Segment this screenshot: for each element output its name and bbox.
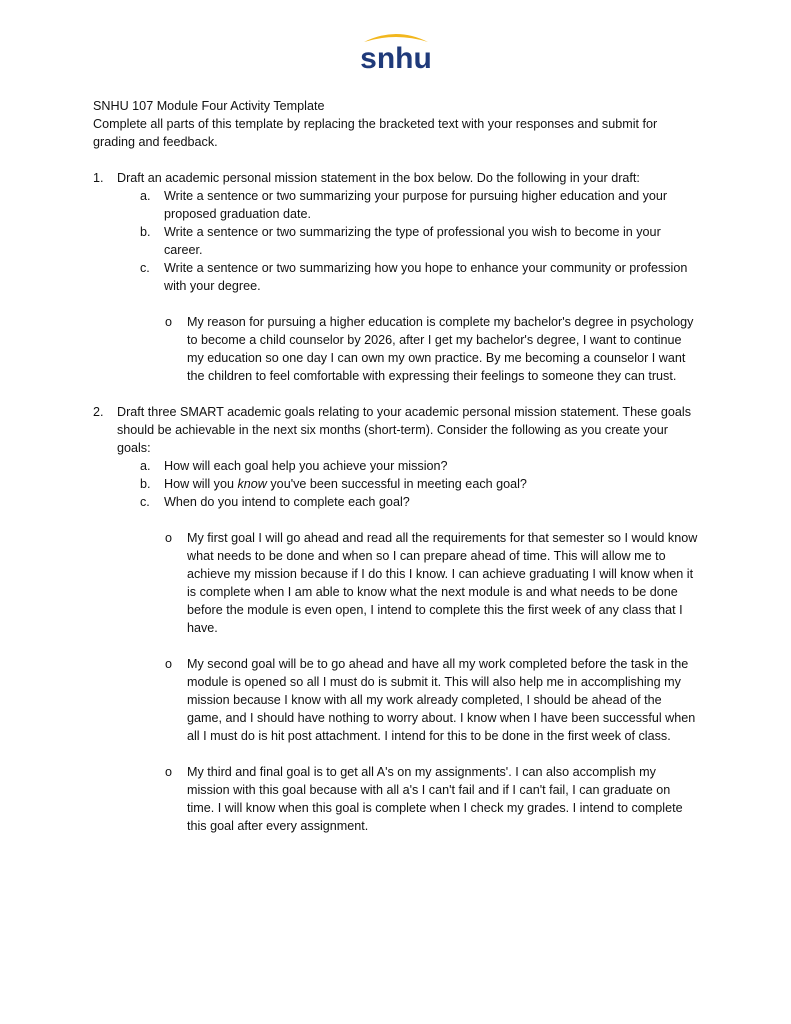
list-text: Write a sentence or two summarizing how you hope to enhance your community or profession with your degree.	[164, 261, 688, 293]
logo-text: snhu	[360, 42, 432, 74]
list-letter: a.	[140, 459, 151, 473]
question-2-subitems	[93, 457, 698, 511]
list-item	[93, 493, 698, 511]
answer-paragraph	[93, 313, 698, 385]
list-text-part: How will you	[164, 477, 238, 491]
list-text-part: you've been successful in meeting each goal?	[266, 477, 527, 491]
bullet-icon: o	[165, 765, 173, 779]
document-intro: Complete all parts of this template by replacing the bracketed text with your responses and submit for grading and feedback.	[93, 117, 658, 149]
question-1-subitems	[93, 187, 698, 295]
bullet-icon: o	[165, 315, 173, 329]
list-text: How will each goal help you achieve your mission?	[164, 459, 448, 473]
list-text: Write a sentence or two summarizing your purpose for pursuing higher education and your proposed graduation date.	[164, 189, 668, 221]
list-letter: b.	[140, 225, 151, 239]
list-item	[93, 457, 698, 475]
list-letter: c.	[140, 495, 150, 509]
list-text: Write a sentence or two summarizing the type of professional you wish to become in your career.	[164, 225, 661, 257]
document-body	[93, 97, 698, 835]
list-letter: c.	[140, 261, 150, 275]
list-text-emphasis: know	[237, 477, 267, 491]
answer-paragraph	[93, 655, 698, 745]
answer-paragraph	[93, 763, 698, 835]
question-1	[93, 169, 698, 187]
document-title: SNHU 107 Module Four Activity Template	[93, 99, 325, 113]
list-item	[93, 259, 698, 295]
list-text: When do you intend to complete each goal?	[164, 495, 410, 509]
answer-text: My first goal I will go ahead and read all the requirements for that semester so I would know what needs to be done and when so I can prepare ahead of time. This will allow me to achieve my mission because if I do this I know. I can achieve graduating I will know when it is complete when I am able to know what the next module is and what needs to be done before the module is even open, I intend to complete this the first week of any class that I have.	[187, 531, 698, 635]
answer-text: My second goal will be to go ahead and have all my work completed before the task in the module is opened so all I must do is submit it. This will also help me in accomplishing my mission because I know with all my work already completed, I should be ahead of the game, and I should have nothing to worry about. I know when I have been successful when all I must do is hit post attachment. I intend for this to be done in the first week of class.	[187, 657, 696, 743]
bullet-icon: o	[165, 531, 173, 545]
question-number: 2.	[93, 405, 104, 419]
question-prompt: Draft an academic personal mission statement in the box below. Do the following in your draft:	[117, 171, 640, 185]
question-number: 1.	[93, 171, 104, 185]
bullet-icon: o	[165, 657, 173, 671]
list-text	[164, 475, 698, 493]
snhu-logo-icon	[358, 28, 434, 74]
answer-text: My third and final goal is to get all A's on my assignments'. I can also accomplish my mission with this goal because with all a's I can't fail and if I can't fail, I can graduate on time. I will know when this goal is complete when I check my grades. I intend to complete this goal after every assignment.	[187, 765, 683, 833]
list-letter: a.	[140, 189, 151, 203]
question-2	[93, 403, 698, 457]
list-item	[93, 475, 698, 493]
list-item	[93, 187, 698, 223]
answer-paragraph	[93, 529, 698, 637]
answer-text: My reason for pursuing a higher education is complete my bachelor's degree in psychology to become a child counselor by 2026, after I get my bachelor's degree, I want to continue my education so one day I can own my own practice. By me becoming a counselor I want the children to feel comfortable with expressing their feelings to someone they can trust.	[187, 315, 694, 383]
list-item	[93, 223, 698, 259]
snhu-logo	[358, 28, 434, 74]
list-letter: b.	[140, 477, 151, 491]
question-prompt: Draft three SMART academic goals relating to your academic personal mission statement. These goals should be achievable in the next six months (short-term). Consider the following as you create your goals:	[117, 405, 691, 455]
